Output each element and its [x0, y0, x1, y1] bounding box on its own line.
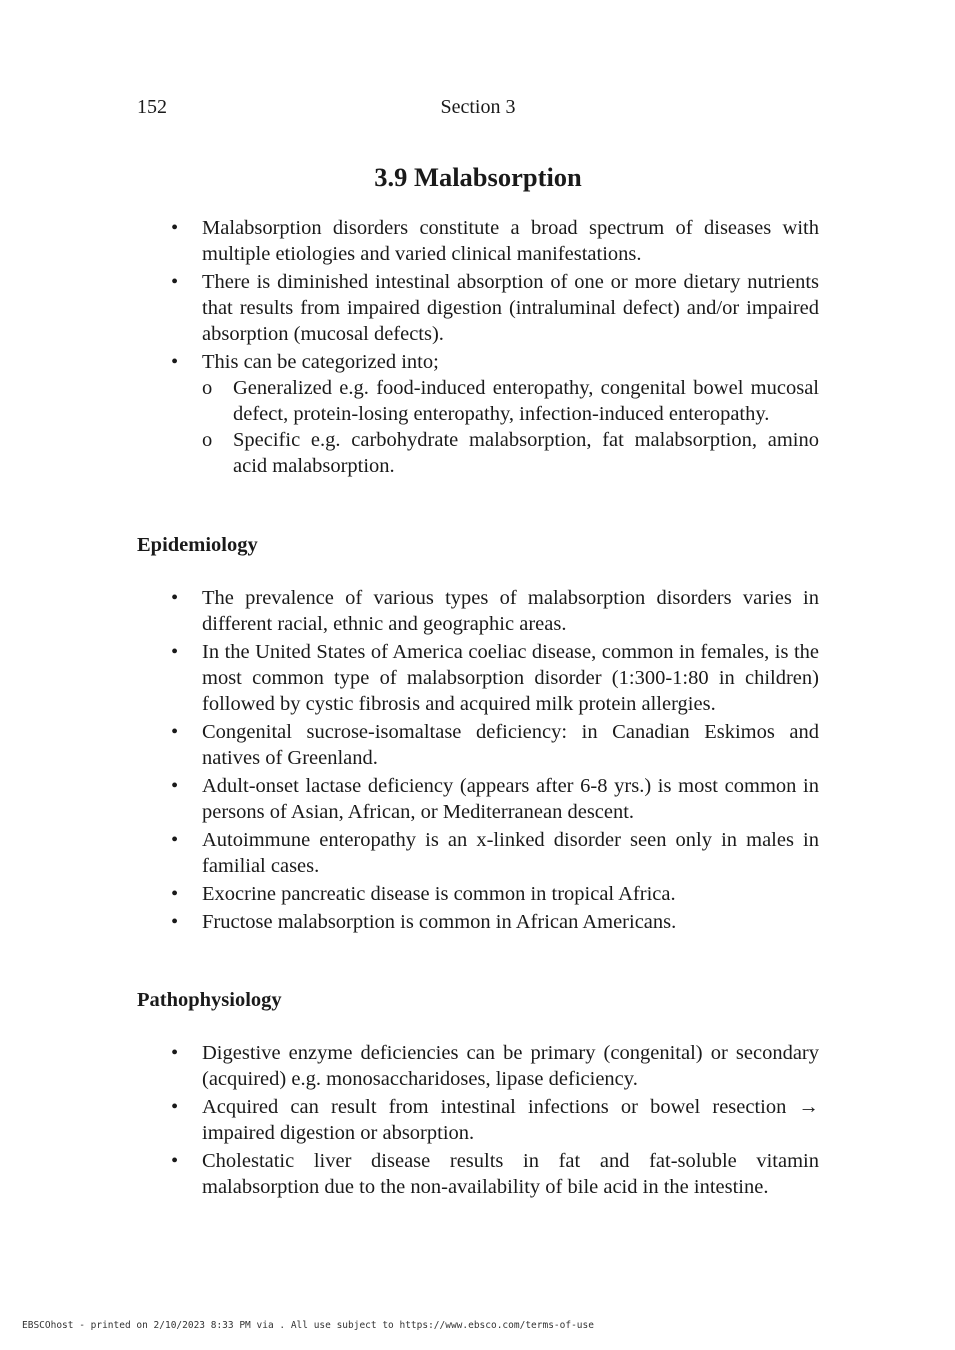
- list-item: [137, 215, 819, 267]
- bullet-icon: •: [171, 271, 179, 293]
- page-number: 152: [137, 96, 167, 118]
- list-item-text: This can be categorized into;: [202, 351, 439, 373]
- sub-list-item-text: Generalized e.g. food-induced enteropathy, congenital bowel mucosal defect, protein-losing enteropathy, infection-induced enteropathy.: [233, 377, 819, 425]
- list-item-text: Congenital sucrose-isomaltase deficiency: in Canadian Eskimos and natives of Greenland.: [202, 721, 819, 769]
- section-label: Section 3: [440, 96, 516, 118]
- sub-list-item: [202, 375, 819, 427]
- list-item: [137, 881, 819, 907]
- list-item: [137, 585, 819, 637]
- bullet-icon: •: [171, 883, 179, 905]
- list-item: [137, 639, 819, 717]
- page-title: 3.9 Malabsorption: [374, 162, 582, 192]
- print-footer: EBSCOhost - printed on 2/10/2023 8:33 PM via . All use subject to https://www.ebsco.com/terms-of-use: [22, 1320, 594, 1331]
- bullet-icon: •: [171, 351, 179, 373]
- sub-list-item: [202, 427, 819, 479]
- list-item-text: Acquired can result from intestinal infections or bowel resection → impaired digestion or absorption.: [202, 1096, 819, 1144]
- list-item-text: Cholestatic liver disease results in fat and fat-soluble vitamin malabsorption due to the non-availability of bile acid in the intestine.: [202, 1150, 819, 1198]
- list-item-text: Adult-onset lactase deficiency (appears after 6-8 yrs.) is most common in persons of Asian, African, or Mediterranean descent.: [202, 775, 819, 823]
- bullet-icon: •: [171, 217, 179, 239]
- list-item: [137, 909, 819, 935]
- bullet-icon: •: [171, 587, 179, 609]
- list-item-text: There is diminished intestinal absorption of one or more dietary nutrients that results from impaired digestion (intraluminal defect) and/or impaired absorption (mucosal defects).: [202, 271, 819, 345]
- bullet-icon: •: [171, 829, 179, 851]
- bullet-icon: •: [171, 1042, 179, 1064]
- bullet-icon: •: [171, 1150, 179, 1172]
- list-item-text: Fructose malabsorption is common in African Americans.: [202, 911, 677, 933]
- circle-bullet-icon: o: [202, 429, 213, 451]
- bullet-icon: •: [171, 775, 179, 797]
- bullet-icon: •: [171, 911, 179, 933]
- pathophysiology-list: [137, 1040, 819, 1202]
- intro-list: [137, 215, 819, 481]
- list-item-text: The prevalence of various types of malabsorption disorders varies in different racial, ethnic and geographic areas.: [202, 587, 819, 635]
- list-item-text: Digestive enzyme deficiencies can be primary (congenital) or secondary (acquired) e.g. monosaccharidoses, lipase deficiency.: [202, 1042, 819, 1090]
- bullet-icon: •: [171, 641, 179, 663]
- epidemiology-list: [137, 585, 819, 937]
- circle-bullet-icon: o: [202, 377, 213, 399]
- list-item-text: Malabsorption disorders constitute a broad spectrum of diseases with multiple etiologies and varied clinical manifestations.: [202, 217, 819, 265]
- epidemiology-heading: Epidemiology: [137, 534, 258, 556]
- page-header: [137, 96, 819, 122]
- list-item: [137, 349, 819, 479]
- list-item: [137, 773, 819, 825]
- category-sublist: [202, 375, 819, 479]
- list-item-text: In the United States of America coeliac disease, common in females, is the most common type of malabsorption disorder (1:300-1:80 in children) followed by cystic fibrosis and acquired milk protein allergies.: [202, 641, 819, 715]
- list-item: [137, 1094, 819, 1146]
- list-item-text: Exocrine pancreatic disease is common in tropical Africa.: [202, 883, 676, 905]
- pathophysiology-heading: Pathophysiology: [137, 989, 282, 1011]
- list-item: [137, 269, 819, 347]
- list-item: [137, 827, 819, 879]
- list-item: [137, 1148, 819, 1200]
- list-item-text: Autoimmune enteropathy is an x-linked disorder seen only in males in familial cases.: [202, 829, 819, 877]
- bullet-icon: •: [171, 721, 179, 743]
- list-item: [137, 1040, 819, 1092]
- sub-list-item-text: Specific e.g. carbohydrate malabsorption, fat malabsorption, amino acid malabsorption.: [233, 429, 819, 477]
- list-item: [137, 719, 819, 771]
- bullet-icon: •: [171, 1096, 179, 1118]
